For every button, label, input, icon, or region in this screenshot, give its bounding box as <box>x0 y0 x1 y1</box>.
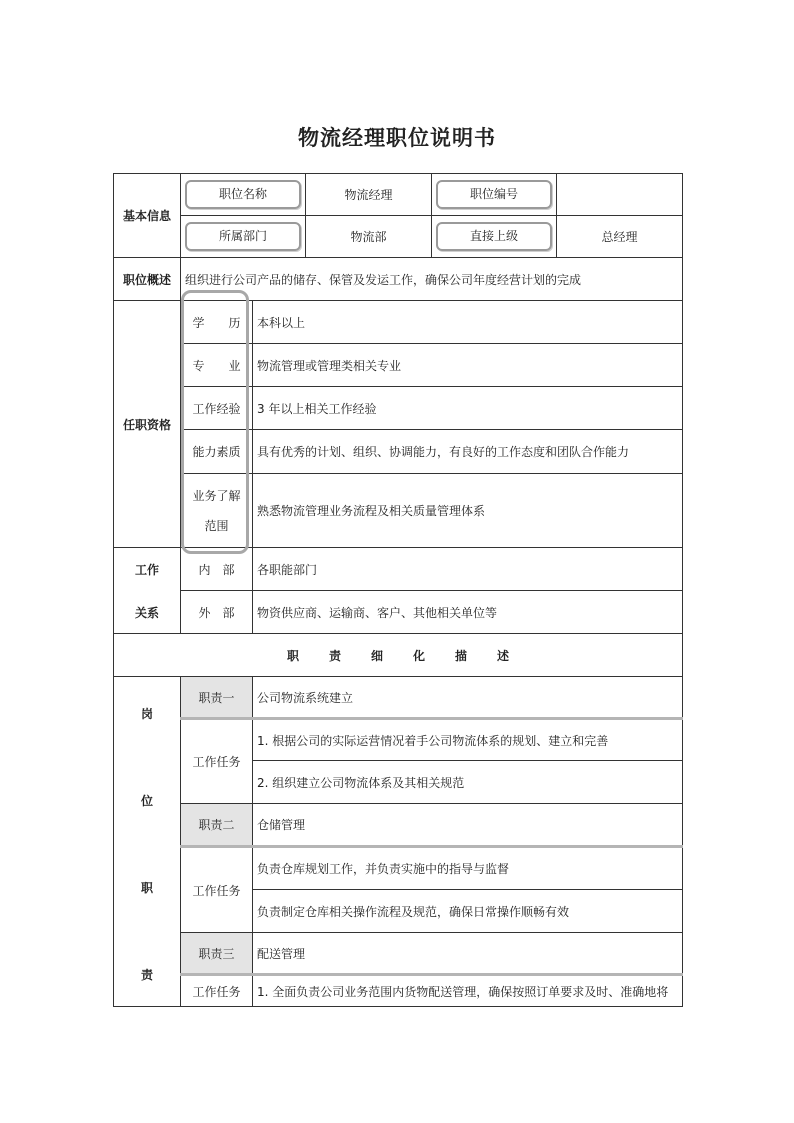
task-label: 工作任务 <box>181 719 253 804</box>
qualification-label: 学 历 <box>181 301 253 344</box>
duty-title-row <box>114 933 683 975</box>
superior-label-cell <box>432 216 557 258</box>
qualification-label: 专 业 <box>181 344 253 387</box>
duty-task-row <box>114 719 683 761</box>
qualification-label: 能力素质 <box>181 430 253 474</box>
qualification-row <box>114 301 683 344</box>
position-name-value: 物流经理 <box>306 174 432 216</box>
relations-section-label <box>114 548 181 634</box>
duties-header <box>114 634 683 677</box>
duty-label: 职责二 <box>181 804 253 847</box>
duties-side-char: 位 <box>140 794 153 808</box>
qualification-label-line: 范围 <box>204 518 229 533</box>
position-code-label: 职位编号 <box>436 180 552 209</box>
qualification-row <box>114 474 683 548</box>
qualification-value: 3 年以上相关工作经验 <box>253 387 683 430</box>
qualification-row <box>114 344 683 387</box>
department-value: 物流部 <box>306 216 432 258</box>
position-name-label: 职位名称 <box>185 180 301 209</box>
task-label: 工作任务 <box>181 975 253 1007</box>
basic-row-1 <box>114 174 683 216</box>
internal-label: 内 部 <box>181 548 253 591</box>
department-label-cell <box>181 216 306 258</box>
relation-row-external <box>114 591 683 634</box>
duty-title: 公司物流系统建立 <box>253 677 683 719</box>
qualification-value: 熟悉物流管理业务流程及相关质量管理体系 <box>253 474 683 548</box>
duties-side-char: 岗 <box>140 707 153 721</box>
duties-header-text: 职责细化描述 <box>286 648 539 663</box>
basic-section-label: 基本信息 <box>114 174 181 258</box>
department-label: 所属部门 <box>185 222 301 251</box>
duty-task: 2. 组织建立公司物流体系及其相关规范 <box>253 761 683 804</box>
duty-task: 1. 全面负责公司业务范围内货物配送管理，确保按照订单要求及时、准确地将 <box>253 975 683 1007</box>
duty-title: 仓储管理 <box>253 804 683 847</box>
duty-label: 职责一 <box>181 677 253 719</box>
overview-section-label: 职位概述 <box>114 258 181 301</box>
qualification-row <box>114 387 683 430</box>
qualification-section-label: 任职资格 <box>114 301 181 548</box>
duty-task: 1. 根据公司的实际运营情况着手公司物流体系的规划、建立和完善 <box>253 719 683 761</box>
duty-title-row <box>114 677 683 719</box>
superior-value: 总经理 <box>557 216 683 258</box>
duties-header-row <box>114 634 683 677</box>
position-code-label-cell <box>432 174 557 216</box>
duty-task-row <box>114 847 683 890</box>
relations-section-line: 关系 <box>134 605 159 620</box>
duty-title-row <box>114 804 683 847</box>
page-title: 物流经理职位说明书 <box>298 125 496 150</box>
qualification-label: 工作经验 <box>181 387 253 430</box>
qualification-label-line: 业务了解 <box>192 488 241 503</box>
duty-task-row <box>114 975 683 1007</box>
basic-row-2 <box>114 216 683 258</box>
superior-label: 直接上级 <box>436 222 552 251</box>
relation-row-internal <box>114 548 683 591</box>
overview-row <box>114 258 683 301</box>
qualification-label <box>181 474 253 548</box>
qualification-value: 物流管理或管理类相关专业 <box>253 344 683 387</box>
position-name-label-cell <box>181 174 306 216</box>
qualification-value: 本科以上 <box>253 301 683 344</box>
overview-text: 组织进行公司产品的储存、保管及发运工作，确保公司年度经营计划的完成 <box>181 258 683 301</box>
internal-value: 各职能部门 <box>253 548 683 591</box>
qualification-row <box>114 430 683 474</box>
duties-side-label <box>114 677 181 1007</box>
duty-label: 职责三 <box>181 933 253 975</box>
duty-task: 负责制定仓库相关操作流程及规范，确保日常操作顺畅有效 <box>253 890 683 933</box>
duty-task: 负责仓库规划工作，并负责实施中的指导与监督 <box>253 847 683 890</box>
external-value: 物资供应商、运输商、客户、其他相关单位等 <box>253 591 683 634</box>
duties-side-char: 职 <box>140 881 153 895</box>
duty-title: 配送管理 <box>253 933 683 975</box>
qualification-value: 具有优秀的计划、组织、协调能力，有良好的工作态度和团队合作能力 <box>253 430 683 474</box>
task-label: 工作任务 <box>181 847 253 933</box>
position-code-value <box>557 174 683 216</box>
relations-section-line: 工作 <box>134 562 159 577</box>
duties-side-char: 责 <box>140 968 153 982</box>
job-description-grid <box>113 173 683 1007</box>
external-label: 外 部 <box>181 591 253 634</box>
